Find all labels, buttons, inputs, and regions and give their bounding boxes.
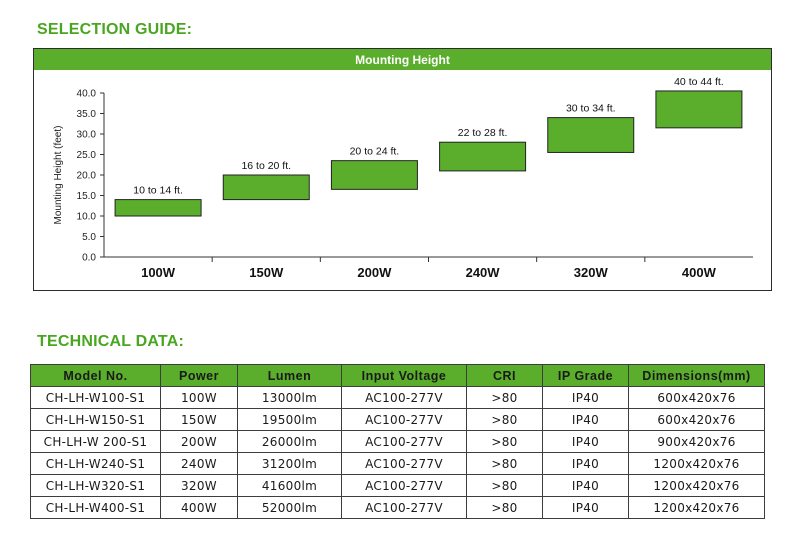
table-row	[31, 453, 765, 475]
range-bar-label: 30 to 34 ft.	[565, 102, 616, 115]
table-cell: 600x420x76	[629, 387, 765, 409]
y-tick-label: 0.0	[82, 252, 96, 264]
range-bar-label: 40 to 44 ft.	[674, 75, 724, 88]
range-bar	[548, 118, 634, 153]
table-cell: 100W	[161, 387, 238, 409]
table-cell: 1200x420x76	[629, 475, 765, 497]
table-cell: CH-LH-W 200-S1	[31, 431, 161, 453]
y-tick-label: 40.0	[76, 88, 96, 100]
table-cell: 600x420x76	[629, 409, 765, 431]
table-row	[31, 475, 765, 497]
table-header-row	[31, 365, 765, 387]
y-tick-label: 25.0	[76, 150, 96, 161]
table-header-cell: Power	[161, 365, 238, 387]
table-cell: 320W	[161, 475, 238, 497]
y-tick-label: 20.0	[76, 170, 96, 182]
y-tick-label: 10.0	[76, 211, 96, 223]
table-header-cell: Input Voltage	[342, 365, 467, 387]
table-row	[31, 497, 765, 519]
technical-data-table-wrap	[30, 364, 765, 519]
x-category-label: 100W	[141, 265, 176, 280]
table-cell: 900x420x76	[629, 431, 765, 453]
range-bar	[331, 161, 417, 190]
table-cell: 13000lm	[238, 387, 342, 409]
x-category-label: 200W	[357, 265, 392, 280]
range-bar-label: 20 to 24 ft.	[349, 145, 400, 158]
x-category-label: 400W	[681, 265, 716, 280]
table-cell: CH-LH-W240-S1	[31, 453, 161, 475]
table-cell: >80	[467, 475, 543, 497]
table-cell: >80	[467, 497, 543, 519]
technical-data-table	[30, 364, 765, 519]
table-row	[31, 409, 765, 431]
table-cell: AC100-277V	[342, 475, 467, 497]
table-cell: >80	[467, 387, 543, 409]
table-cell: 52000lm	[238, 497, 342, 519]
table-cell: 1200x420x76	[629, 497, 765, 519]
range-bar-label: 22 to 28 ft.	[457, 127, 508, 140]
table-cell: AC100-277V	[342, 387, 467, 409]
y-tick-label: 30.0	[76, 129, 96, 141]
range-bar-label: 10 to 14 ft.	[133, 184, 183, 197]
x-category-label: 150W	[249, 265, 284, 280]
table-cell: 400W	[161, 497, 238, 519]
selection-guide-title: SELECTION GUIDE:	[37, 21, 193, 38]
table-cell: IP40	[543, 453, 629, 475]
y-axis-label: Mounting Height (feet)	[53, 125, 64, 225]
table-cell: CH-LH-W400-S1	[31, 497, 161, 519]
table-body	[31, 387, 765, 519]
y-tick-label: 35.0	[76, 109, 96, 120]
table-header-cell: CRI	[467, 365, 543, 387]
table-row	[31, 387, 765, 409]
table-cell: 26000lm	[238, 431, 342, 453]
chart-title: Mounting Height	[34, 49, 771, 70]
table-header-cell: Dimensions(mm)	[629, 365, 765, 387]
table-row	[31, 431, 765, 453]
x-category-label: 240W	[465, 265, 500, 280]
table-cell: IP40	[543, 431, 629, 453]
table-cell: 150W	[161, 409, 238, 431]
range-bar	[115, 200, 201, 216]
table-cell: CH-LH-W320-S1	[31, 475, 161, 497]
y-tick-label: 5.0	[82, 232, 96, 243]
table-cell: 1200x420x76	[629, 453, 765, 475]
table-cell: 240W	[161, 453, 238, 475]
table-cell: AC100-277V	[342, 497, 467, 519]
table-header-cell: Model No.	[31, 365, 161, 387]
range-bar	[440, 142, 526, 171]
table-cell: >80	[467, 431, 543, 453]
table-cell: IP40	[543, 475, 629, 497]
x-category-label: 320W	[573, 265, 608, 280]
table-header-cell: Lumen	[238, 365, 342, 387]
table-cell: >80	[467, 453, 543, 475]
table-cell: CH-LH-W150-S1	[31, 409, 161, 431]
table-cell: IP40	[543, 497, 629, 519]
table-cell: AC100-277V	[342, 409, 467, 431]
mounting-height-chart	[33, 48, 772, 291]
table-cell: IP40	[543, 409, 629, 431]
table-header-cell: IP Grade	[543, 365, 629, 387]
range-bar-label: 16 to 20 ft.	[241, 160, 292, 172]
table-cell: 31200lm	[238, 453, 342, 475]
table-cell: 200W	[161, 431, 238, 453]
table-cell: AC100-277V	[342, 453, 467, 475]
table-cell: IP40	[543, 387, 629, 409]
table-cell: 41600lm	[238, 475, 342, 497]
range-bar	[223, 175, 309, 200]
table-cell: AC100-277V	[342, 431, 467, 453]
range-bar	[656, 91, 742, 128]
chart-plot	[34, 49, 770, 289]
y-tick-label: 15.0	[76, 191, 96, 202]
technical-data-title: TECHNICAL DATA:	[37, 333, 184, 350]
table-cell: CH-LH-W100-S1	[31, 387, 161, 409]
table-cell: >80	[467, 409, 543, 431]
table-cell: 19500lm	[238, 409, 342, 431]
